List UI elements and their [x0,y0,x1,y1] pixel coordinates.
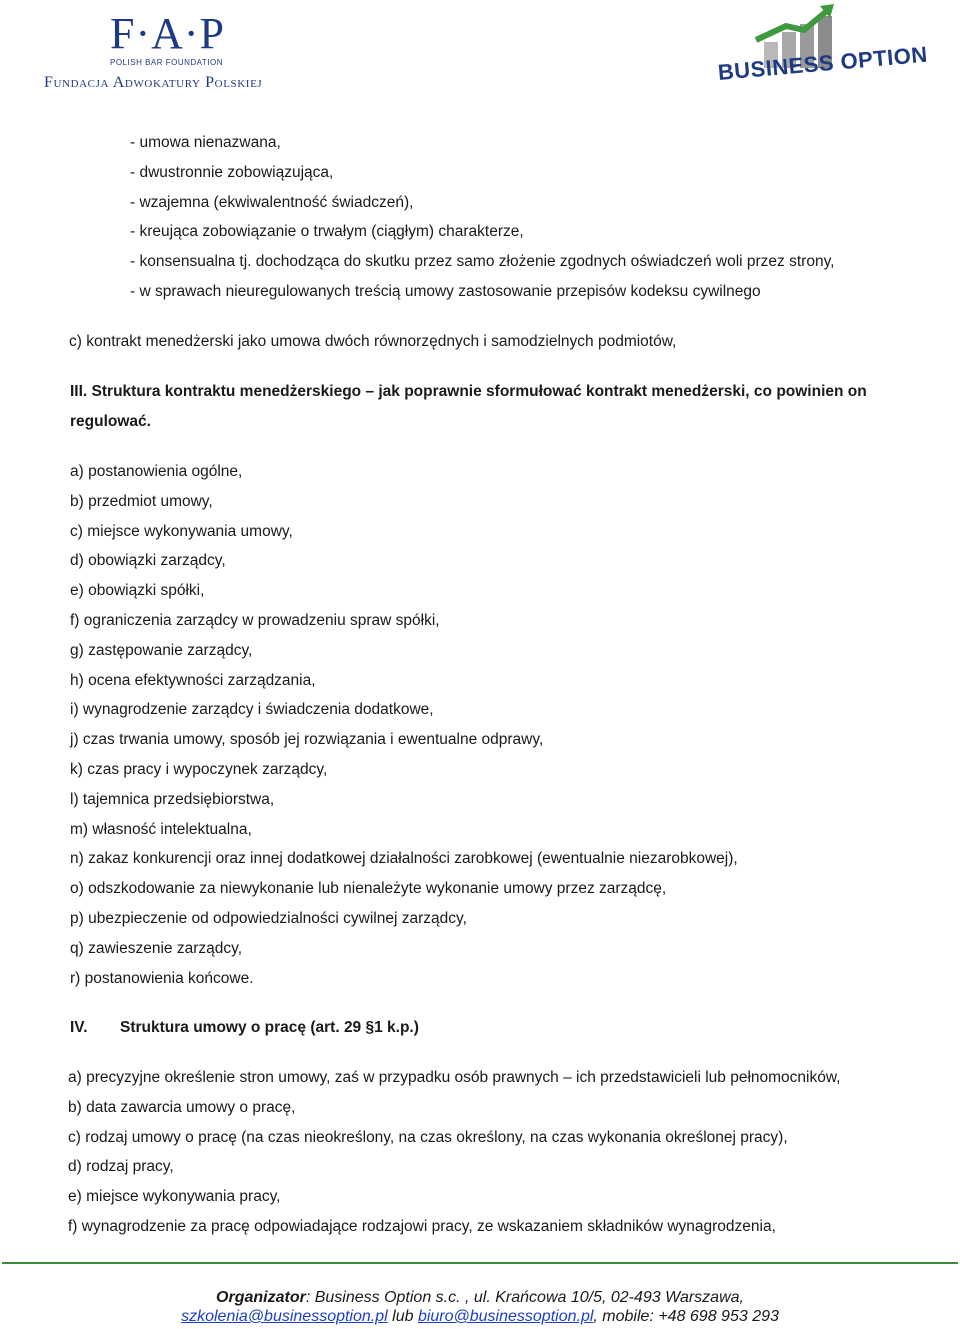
list-item: c) rodzaj umowy o pracę (na czas nieokreślony, na czas określony, na czas wykonania określonej pracy), [68,1128,788,1146]
list-item: a) precyzyjne określenie stron umowy, zaś w przypadku osób prawnych – ich przedstawicieli lub pełnomocników, [68,1069,841,1086]
email-link-szkolenia[interactable]: szkolenia@businessoption.pl [181,1308,388,1325]
section-3-heading-cont: regulować. [70,413,151,430]
section-3-list [70,462,738,998]
section-4-numeral: IV. [70,1019,88,1036]
list-item: d) obowiązki zarządcy, [70,552,226,570]
list-item: r) postanowienia końcowe. [70,969,254,987]
list-item: i) wynagrodzenie zarządcy i świadczenia dodatkowe, [70,701,434,719]
business-option-logo [716,2,929,102]
list-item: k) czas pracy i wypoczynek zarządcy, [70,760,328,778]
fap-logo-name: Fundacja Adwokatury Polskiej [44,74,263,91]
list-item: h) ocena efektywności zarządzania, [70,671,316,689]
footer-contact [0,1308,960,1326]
list-item: f) ograniczenia zarządcy w prowadzeniu spraw spółki, [70,611,440,629]
list-item: c) miejsce wykonywania umowy, [70,522,293,540]
list-item: d) rodzaj pracy, [68,1158,174,1176]
list-item: g) zastępowanie zarządcy, [70,641,253,659]
footer-organizer-label: Organizator [216,1289,306,1306]
list-item: n) zakaz konkurencji oraz innej dodatkowej działalności zarobkowej (ewentualnie niezarobkowej), [70,850,738,868]
footer-organizer [0,1289,960,1307]
list-item: e) miejsce wykonywania pracy, [68,1188,281,1206]
dash-item: - umowa nienazwana, [130,134,281,151]
list-item: m) własność intelektualna, [70,820,252,838]
list-item: a) postanowienia ogólne, [70,463,243,480]
dash-item: - dwustronnie zobowiązująca, [130,164,334,181]
dash-item: - konsensualna tj. dochodząca do skutku przez samo złożenie zgodnych oświadczeń woli przez strony, [130,253,835,270]
dash-item: - wzajemna (ekwiwalentność świadczeń), [130,194,414,211]
list-item: b) przedmiot umowy, [70,492,213,510]
list-item: f) wynagrodzenie za pracę odpowiadające rodzajowi pracy, ze wskazaniem składników wynagrodzenia, [68,1217,776,1235]
business-option-wordmark: BUSINESS OPTION [716,41,929,85]
footer-organizer-address: : Business Option s.c. , ul. Krańcowa 10/5, 02-493 Warszawa, [305,1289,744,1306]
point-c: c) kontrakt menedżerski jako umowa dwóch równorzędnych i samodzielnych podmiotów, [69,333,677,350]
list-item: p) ubezpieczenie od odpowiedzialności cywilnej zarządcy, [70,909,467,927]
footer-divider [2,1262,958,1264]
section-3-heading: III. Struktura kontraktu menedżerskiego – jak poprawnie sformułować kontrakt menedżerski, co powinien on [70,383,867,400]
email-link-biuro[interactable]: biuro@businessoption.pl [417,1308,594,1325]
list-item: l) tajemnica przedsiębiorstwa, [70,790,275,808]
list-item: e) obowiązki spółki, [70,582,205,600]
section-4-heading: Struktura umowy o pracę (art. 29 §1 k.p.) [120,1019,419,1036]
footer-separator: lub [387,1308,418,1325]
list-item: b) data zawarcia umowy o pracę, [68,1098,296,1116]
list-item: o) odszkodowanie za niewykonanie lub nienależyte wykonanie umowy przez zarządcę, [70,880,667,898]
dash-item: - w sprawach nieuregulowanych treścią umowy zastosowanie przepisów kodeksu cywilnego [130,283,761,300]
section-4-list [68,1068,841,1247]
fap-logo-mark: F·A·P [110,9,226,58]
list-item: q) zawieszenie zarządcy, [70,939,243,957]
fap-logo [44,10,280,96]
footer-mobile: , mobile: +48 698 953 293 [593,1308,779,1325]
fap-logo-subtitle: POLISH BAR FOUNDATION [110,58,224,67]
dash-item: - kreująca zobowiązanie o trwałym (ciągłym) charakterze, [130,223,524,240]
list-item: j) czas trwania umowy, sposób jej rozwiązania i ewentualne odprawy, [70,731,544,749]
